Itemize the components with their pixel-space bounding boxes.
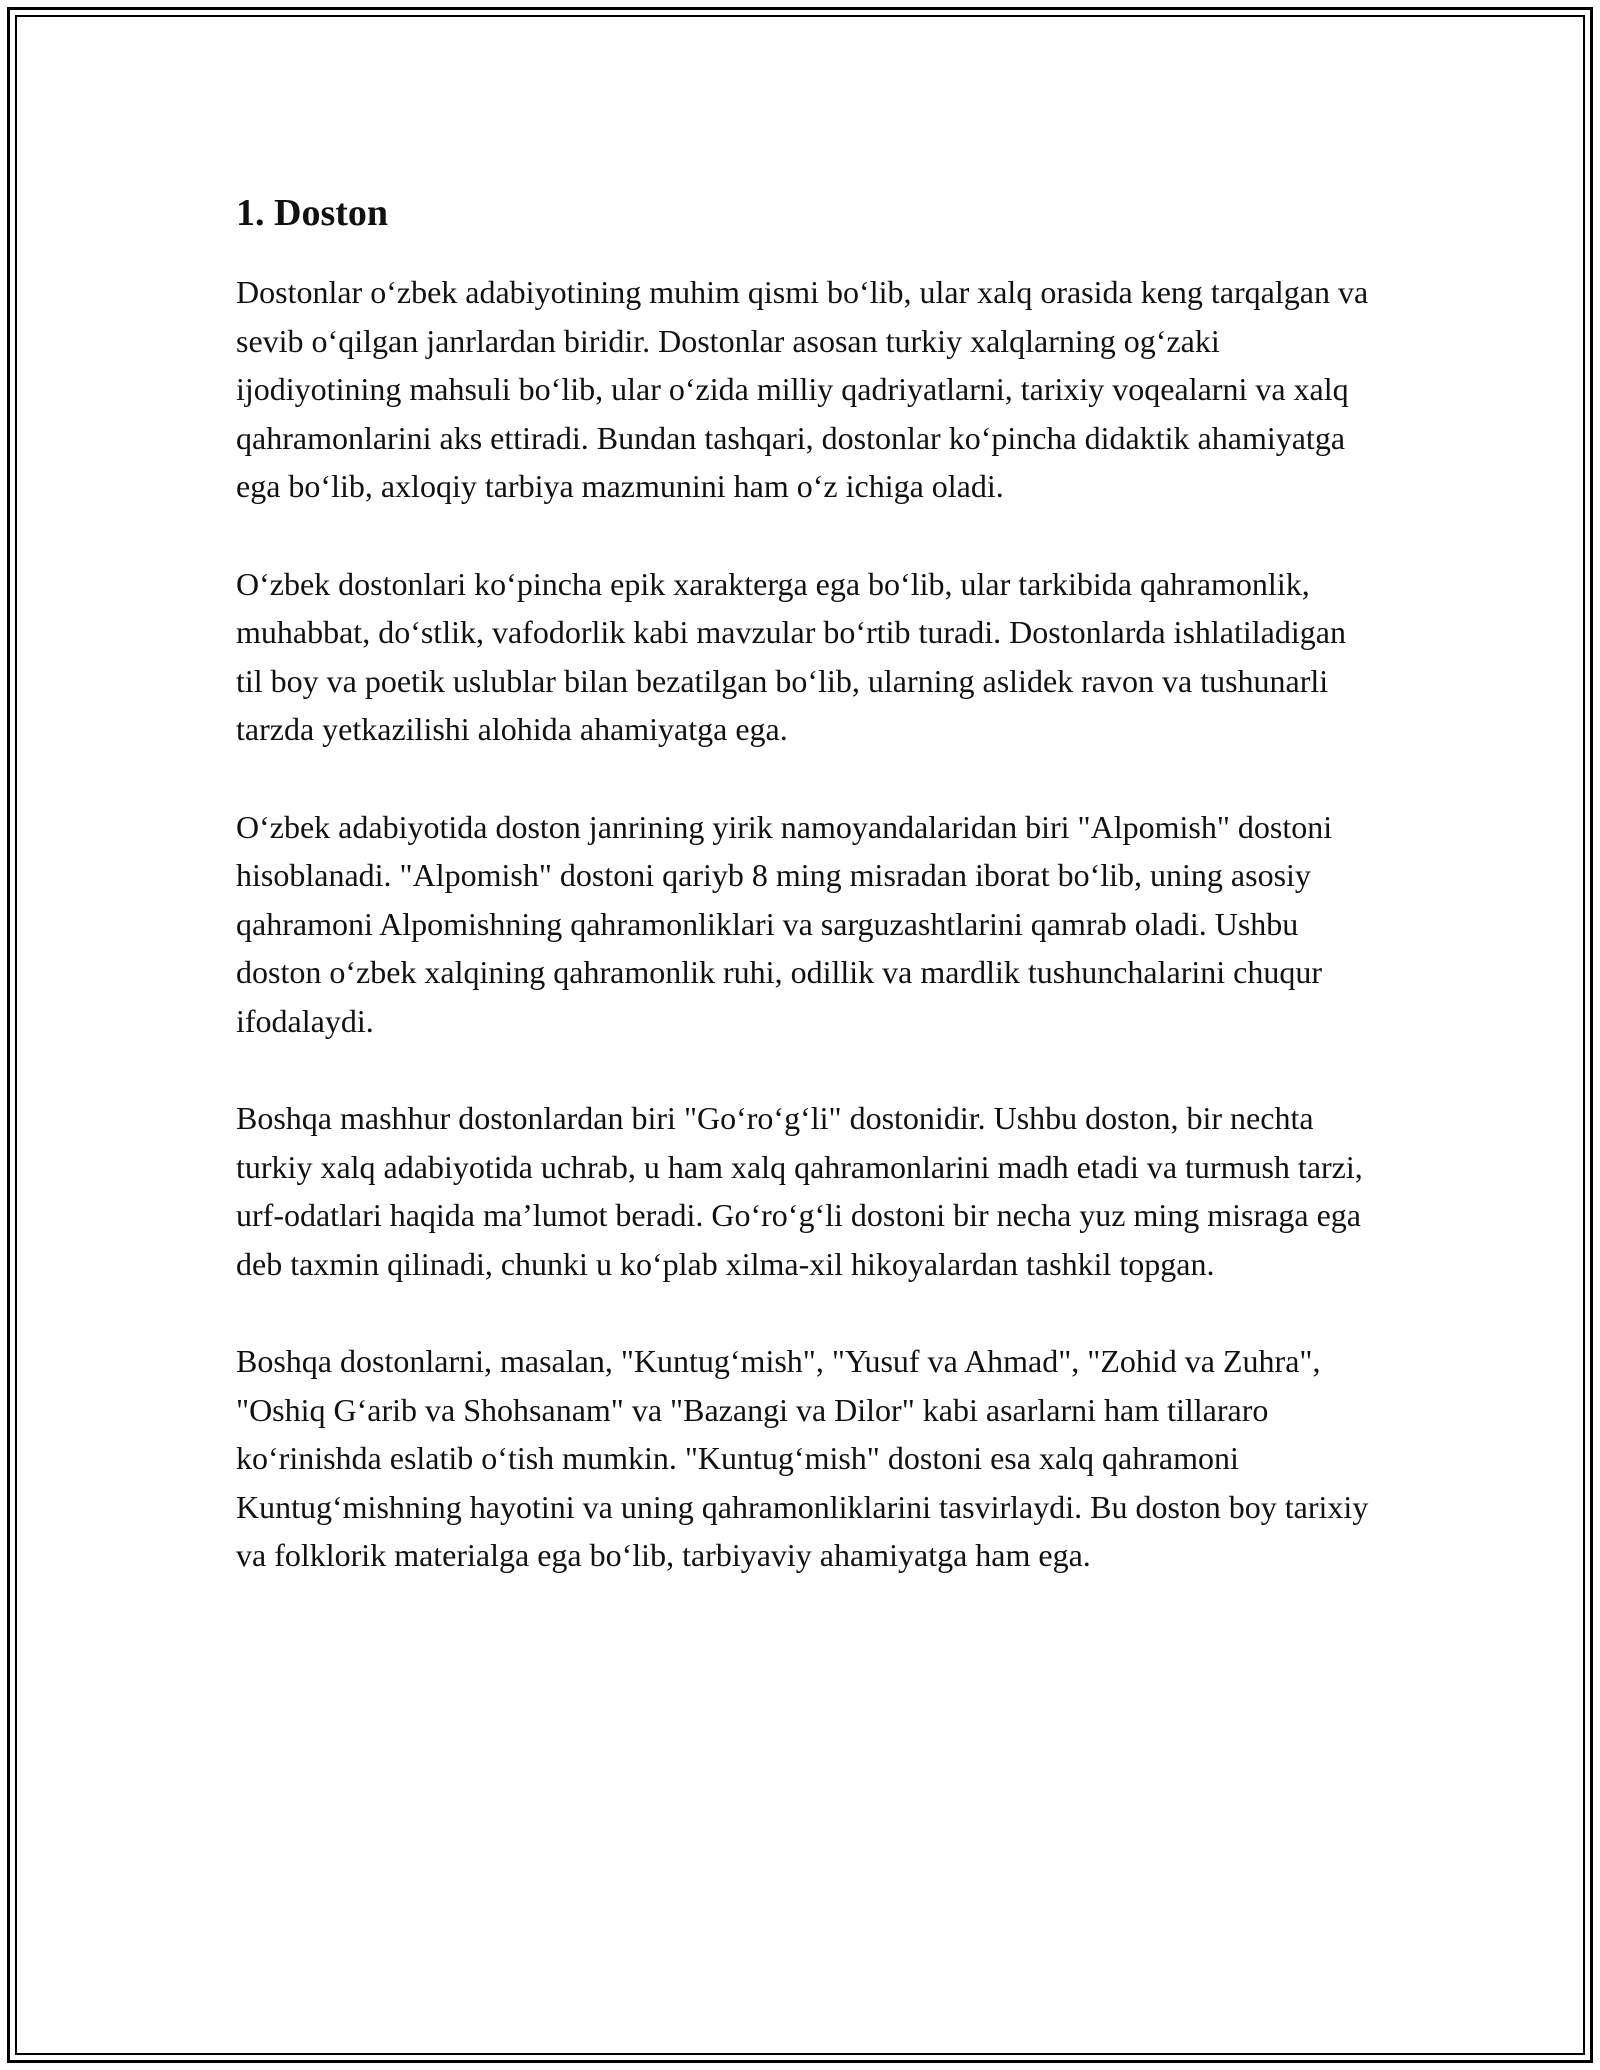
document-body xyxy=(236,186,1376,1629)
paragraph-4: Boshqa mashhur dostonlardan biri "Go‘ro‘g‘li" dostonidir. Ushbu doston, bir nechta turkiy xalq adabiyotida uchrab, u ham xalq qahramonlarini madh etadi va turmush tarzi, urf-odatlari haqida ma’lumot beradi. Go‘ro‘g‘li dostoni bir necha yuz ming misraga ega deb taxmin qilinadi, chunki u ko‘plab xilma-xil hikoyalardan tashkil topgan. xyxy=(236,1100,1363,1282)
section-title: 1. Doston xyxy=(236,192,389,234)
paragraph-1: Dostonlar o‘zbek adabiyotining muhim qismi bo‘lib, ular xalq orasida keng tarqalgan va sevib o‘qilgan janrlardan biridir. Dostonlar asosan turkiy xalqlarning og‘zaki ijodiyotining mahsuli bo‘lib, ular o‘zida milliy qadriyatlarni, tarixiy voqealarni va xalq qahramonlarini aks ettiradi. Bundan tashqari, dostonlar ko‘pincha didaktik ahamiyatga ega bo‘lib, axloqiy tarbiya mazmunini ham o‘z ichiga oladi. xyxy=(236,274,1369,505)
paragraph-2: O‘zbek dostonlari ko‘pincha epik xarakterga ega bo‘lib, ular tarkibida qahramonlik, muhabbat, do‘stlik, vafodorlik kabi mavzular bo‘rtib turadi. Dostonlarda ishlatiladigan til boy va poetik uslublar bilan bezatilgan bo‘lib, ularning aslidek ravon va tushunarli tarzda yetkazilishi alohida ahamiyatga ega. xyxy=(236,565,1346,748)
paragraph-5: Boshqa dostonlarni, masalan, "Kuntug‘mish", "Yusuf va Ahmad", "Zohid va Zuhra", "Oshiq G‘arib va Shohsanam" va "Bazangi va Dilor" kabi asarlarni ham tillararo ko‘rinishda eslatib o‘tish mumkin. "Kuntug‘mish" dostoni esa xalq qahramoni Kuntug‘mishning hayotini va uning qahramonliklarini tasvirlaydi. Bu doston boy tarixiy va folklorik materialga ega bo‘lib, tarbiyaviy ahamiyatga ham ega. xyxy=(236,1343,1369,1574)
paragraph-3: O‘zbek adabiyotida doston janrining yirik namoyandalaridan biri "Alpomish" dostoni hisoblanadi. "Alpomish" dostoni qariyb 8 ming misradan iborat bo‘lib, uning asosiy qahramoni Alpomishning qahramonliklari va sarguzashtlarini qamrab oladi. Ushbu doston o‘zbek xalqining qahramonlik ruhi, odillik va mardlik tushunchalarini chuqur ifodalaydi. xyxy=(236,808,1333,1039)
